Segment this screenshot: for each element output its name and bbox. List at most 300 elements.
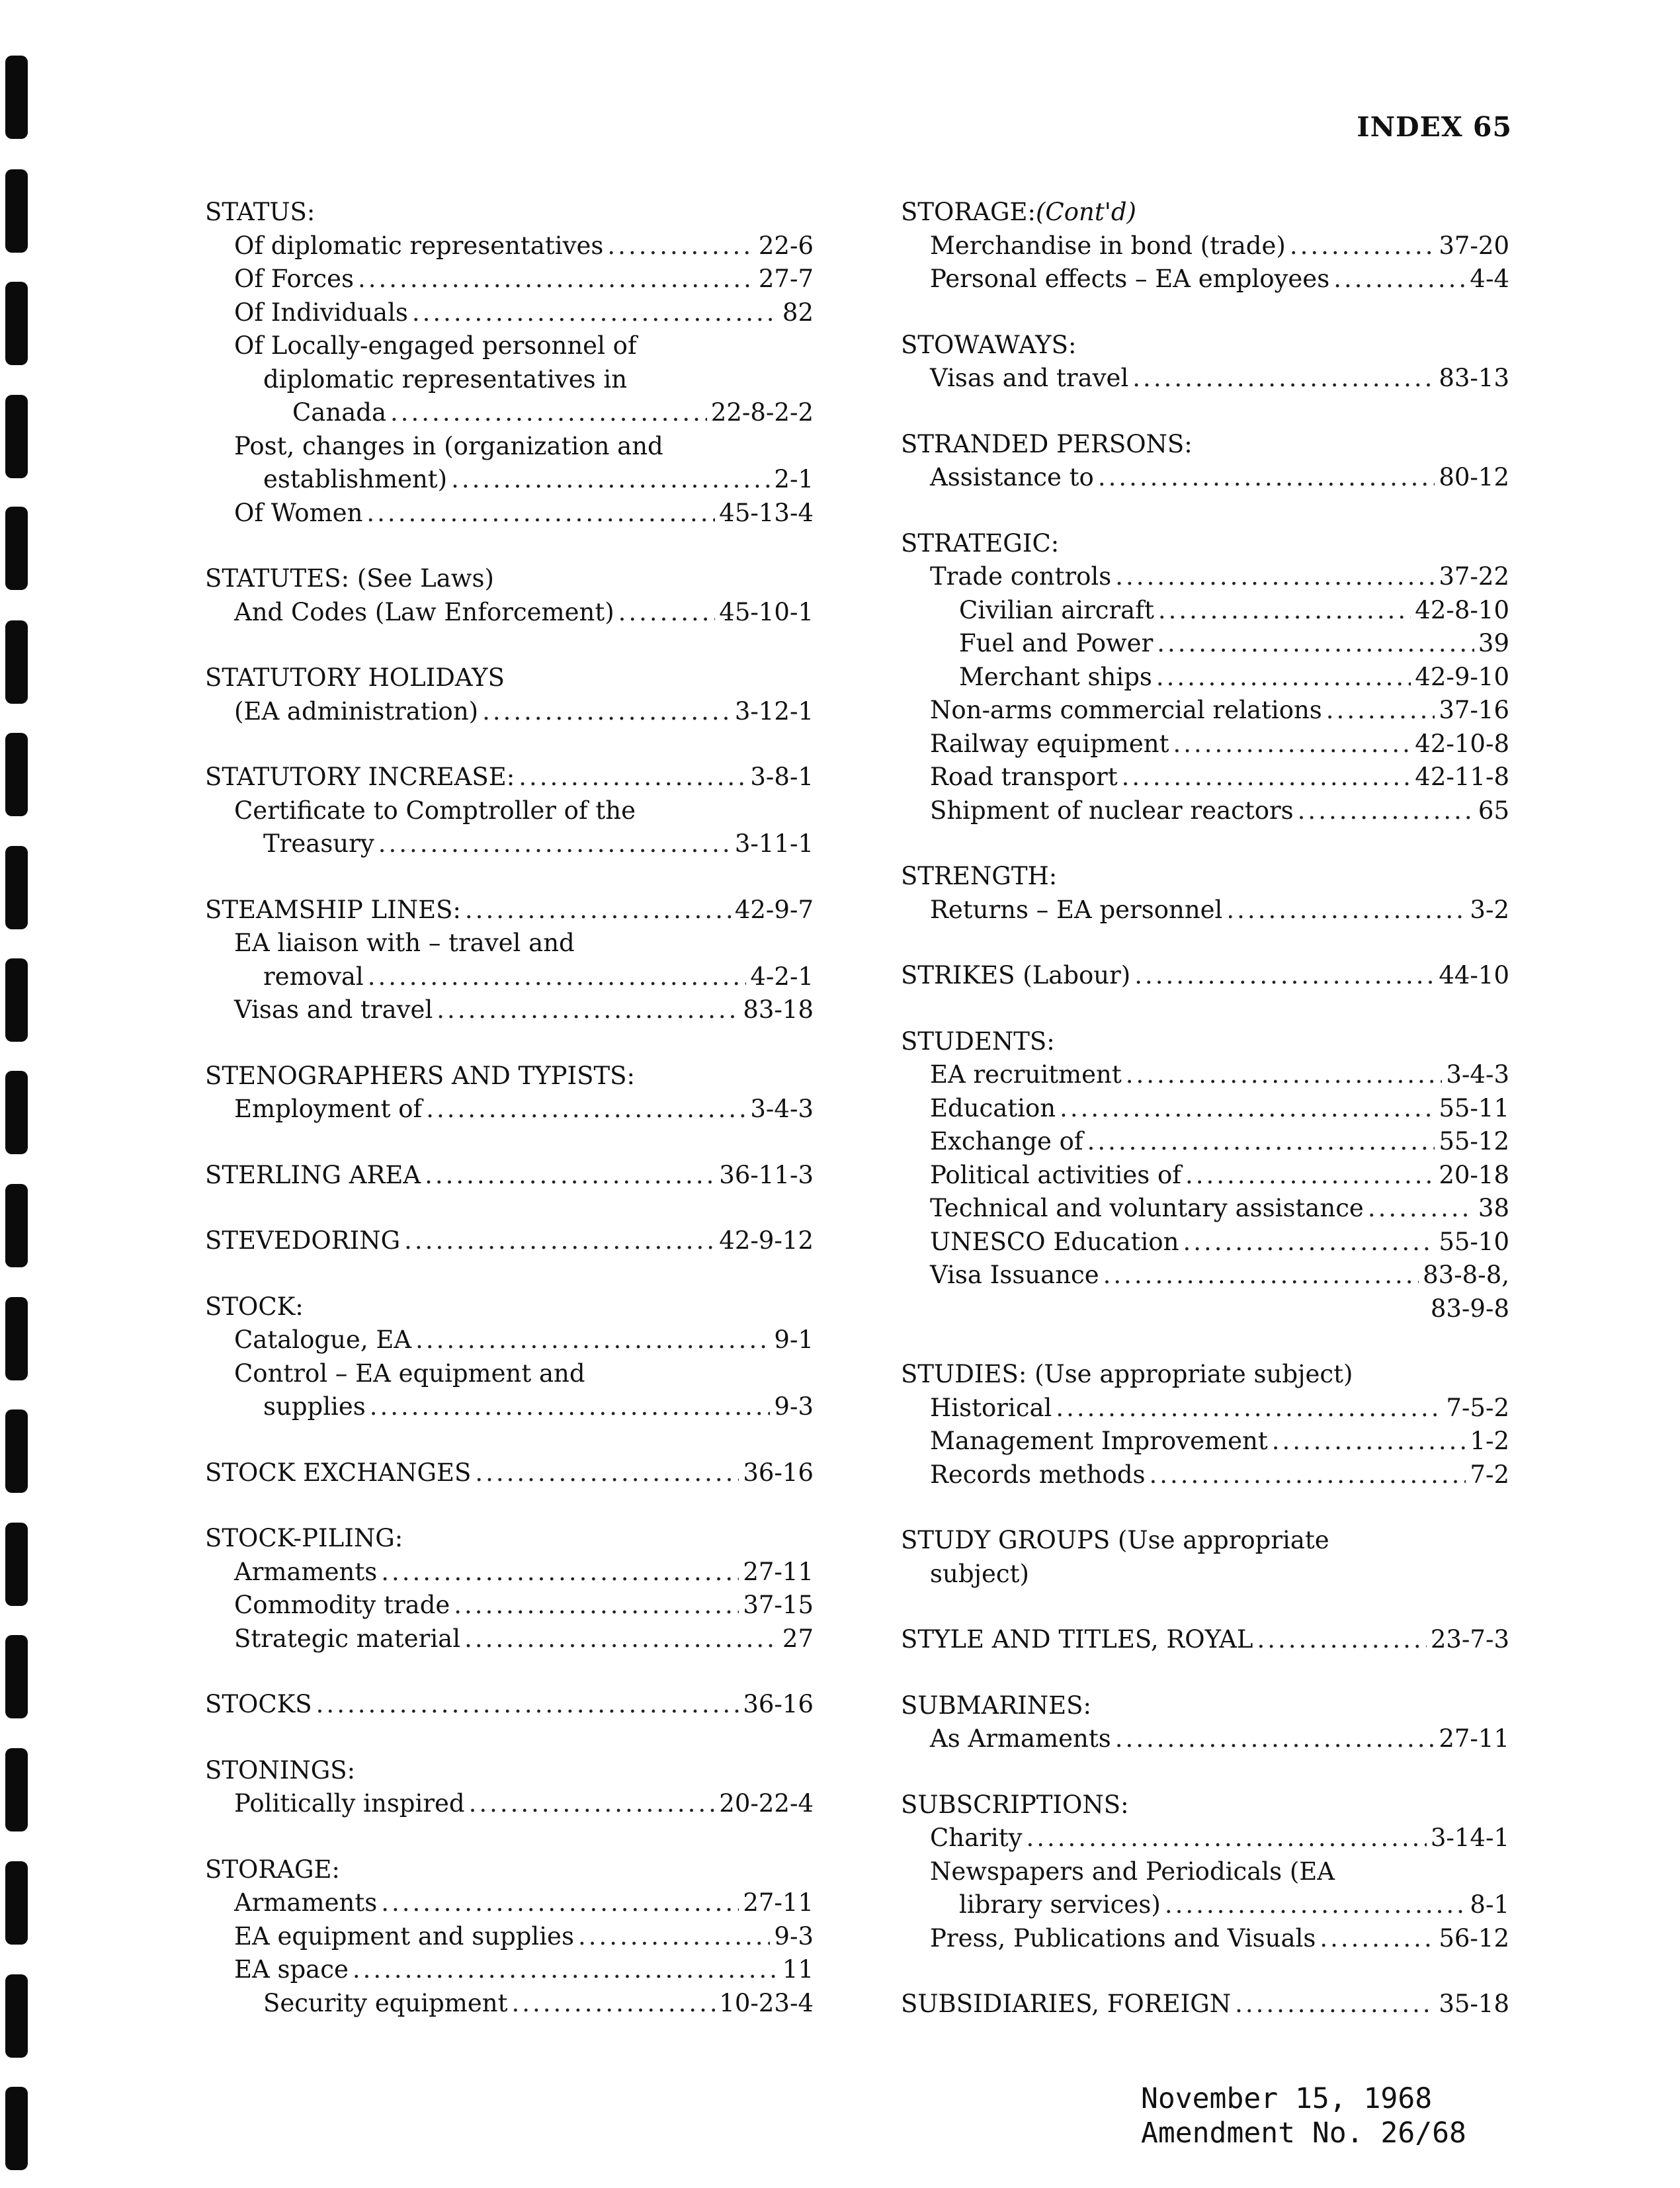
index-heading	[901, 1788, 1509, 1822]
dot-leader	[1158, 594, 1411, 628]
index-group	[205, 1224, 814, 1258]
dot-leader	[1098, 461, 1435, 495]
heading-text: STORAGE:	[901, 198, 1036, 226]
dot-leader	[1290, 230, 1435, 263]
entry-text: Of Forces	[234, 265, 355, 293]
index-group	[205, 894, 814, 1027]
page-reference: 83-9-8	[1430, 1294, 1509, 1323]
index-entry	[205, 329, 814, 363]
page-reference: 3-8-1	[750, 763, 814, 791]
page-reference: 42-9-12	[719, 1226, 814, 1255]
binder-hole	[5, 958, 28, 1042]
heading-text: STOCK-PILING:	[205, 1524, 403, 1552]
index-group	[901, 1788, 1509, 1956]
heading-text: STEAMSHIP LINES:	[205, 895, 461, 924]
page-reference: 7-2	[1470, 1460, 1509, 1489]
index-group	[205, 196, 814, 530]
page-reference: 44-10	[1439, 961, 1509, 989]
page-reference: 4-4	[1470, 265, 1509, 293]
dot-leader	[415, 1324, 770, 1357]
dot-leader	[1156, 661, 1411, 694]
entry-text: Security equipment	[263, 1988, 508, 2017]
page-reference: 37-22	[1439, 562, 1509, 591]
index-group	[205, 761, 814, 861]
index-group	[205, 661, 814, 728]
heading-continued-note: (Cont'd)	[1035, 198, 1136, 226]
dot-leader	[519, 761, 746, 794]
heading-text: STOCKS	[205, 1690, 312, 1718]
binder-hole	[5, 1748, 28, 1831]
dot-leader	[1157, 627, 1474, 661]
index-entry	[901, 1558, 1509, 1591]
dot-leader	[1320, 1922, 1435, 1956]
dot-leader	[353, 1953, 778, 1987]
dot-leader	[1185, 1159, 1435, 1193]
binder-hole	[5, 1861, 28, 1945]
dot-leader	[1183, 1226, 1435, 1259]
footer-date: November 15, 1968	[1141, 2082, 1433, 2115]
index-heading	[901, 1689, 1509, 1723]
index-heading	[205, 1853, 814, 1887]
entry-text: Employment of	[234, 1095, 423, 1123]
index-heading	[901, 428, 1509, 462]
index-entry	[901, 1259, 1509, 1292]
index-entry	[205, 695, 814, 729]
dot-leader	[1257, 1623, 1426, 1657]
index-heading	[205, 1754, 814, 1788]
dot-leader	[578, 1920, 770, 1954]
dot-leader	[454, 1589, 739, 1622]
index-entry	[901, 1888, 1509, 1922]
index-entry	[205, 1953, 814, 1987]
dot-leader	[1368, 1192, 1474, 1226]
heading-text: STRENGTH:	[901, 862, 1058, 890]
index-entry	[901, 661, 1509, 694]
index-entry	[205, 1324, 814, 1357]
page-reference: 42-9-7	[734, 895, 814, 924]
page-reference: 3-2	[1470, 895, 1509, 924]
dot-leader	[1087, 1125, 1435, 1159]
entry-text: Armaments	[234, 1557, 378, 1586]
index-group	[205, 562, 814, 629]
index-heading	[205, 1688, 814, 1722]
entry-text: Strategic material	[234, 1624, 461, 1653]
heading-text: STEVEDORING	[205, 1226, 401, 1255]
binder-hole	[5, 56, 28, 139]
index-entry	[901, 627, 1509, 661]
dot-leader	[1134, 959, 1435, 993]
index-entry	[205, 463, 814, 497]
entry-text: Of Locally-engaged personnel of	[234, 331, 637, 360]
index-entry	[205, 1920, 814, 1954]
dot-leader	[426, 1093, 746, 1126]
page-reference: 55-12	[1439, 1127, 1509, 1156]
page-reference: 4-2-1	[750, 962, 814, 991]
page-reference: 3-14-1	[1430, 1824, 1509, 1852]
index-entry	[901, 794, 1509, 828]
page-reference: 55-10	[1439, 1227, 1509, 1256]
index-heading	[205, 196, 814, 230]
index-entry	[205, 1589, 814, 1622]
dot-leader	[437, 993, 739, 1027]
page-reference: 3-4-3	[750, 1095, 814, 1123]
dot-leader	[381, 1556, 739, 1589]
entry-text: Fuel and Power	[959, 629, 1154, 657]
entry-text: Certificate to Comptroller of the	[234, 796, 636, 825]
index-heading	[901, 1988, 1509, 2021]
binder-hole	[5, 1297, 28, 1380]
index-entry	[205, 363, 814, 397]
index-heading	[901, 329, 1509, 362]
dot-leader	[1326, 694, 1435, 728]
dot-leader	[368, 960, 747, 994]
index-group	[901, 1524, 1509, 1591]
page-reference: 83-13	[1439, 364, 1509, 392]
dot-leader	[1056, 1392, 1442, 1425]
dot-leader	[366, 497, 715, 530]
index-group	[901, 1358, 1509, 1492]
page-reference: 27-11	[743, 1888, 814, 1917]
page-reference: 36-16	[743, 1458, 814, 1487]
page-reference: 23-7-3	[1430, 1625, 1509, 1654]
page-reference: 9-3	[774, 1921, 814, 1951]
entry-text: Merchant ships	[959, 662, 1152, 691]
heading-text: STATUTORY INCREASE:	[205, 763, 515, 791]
dot-leader	[381, 1886, 739, 1920]
entry-text: Trade controls	[930, 562, 1112, 591]
index-entry	[205, 927, 814, 960]
index-entry	[901, 1392, 1509, 1425]
dot-leader	[1115, 560, 1435, 594]
dot-leader	[451, 463, 770, 497]
index-entry	[205, 430, 814, 464]
page-reference: 36-11-3	[719, 1160, 814, 1189]
index-group	[205, 1060, 814, 1126]
index-entry	[901, 894, 1509, 927]
entry-text: Non-arms commercial relations	[930, 696, 1322, 724]
dot-leader	[1226, 894, 1466, 927]
heading-text: STOCK EXCHANGES	[205, 1458, 472, 1487]
index-entry	[205, 1556, 814, 1589]
index-entry	[901, 1425, 1509, 1458]
entry-text: Visa Issuance	[930, 1261, 1099, 1289]
page-reference: 42-9-10	[1415, 662, 1509, 691]
index-heading	[901, 1623, 1509, 1657]
binder-hole	[5, 1184, 28, 1267]
entry-text: Management Improvement	[930, 1427, 1268, 1455]
entry-text: supplies	[263, 1392, 366, 1421]
index-entry	[205, 230, 814, 263]
index-heading	[205, 1522, 814, 1556]
index-entry	[205, 993, 814, 1027]
entry-text: Assistance to	[930, 463, 1094, 491]
page-reference: 11	[782, 1955, 814, 1984]
index-entry	[901, 761, 1509, 794]
index-group	[205, 1522, 814, 1656]
page-reference: 65	[1478, 796, 1509, 825]
binder-hole	[5, 733, 28, 816]
index-column-left	[205, 196, 814, 2061]
dot-leader	[1115, 1722, 1435, 1756]
heading-text: STUDY GROUPS (Use appropriate	[901, 1526, 1329, 1554]
index-group	[205, 1853, 814, 2021]
entry-text: Newspapers and Periodicals (EA	[930, 1857, 1335, 1886]
index-heading	[901, 860, 1509, 894]
entry-text: Personal effects – EA employees	[930, 265, 1330, 293]
footer-amendment: Amendment No. 26/68	[1141, 2117, 1466, 2150]
index-entry	[205, 263, 814, 296]
page-reference: 3-4-3	[1446, 1060, 1509, 1089]
page-reference: 7-5-2	[1446, 1393, 1509, 1422]
dot-leader	[425, 1159, 715, 1193]
entry-text: Charity	[930, 1824, 1023, 1852]
entry-text: As Armaments	[930, 1724, 1111, 1753]
page-reference: 83-8-8,	[1423, 1261, 1509, 1289]
page-reference: 42-10-8	[1415, 729, 1509, 758]
dot-leader	[1235, 1988, 1435, 2021]
entry-text: Records methods	[930, 1460, 1146, 1489]
dot-leader	[469, 1787, 716, 1821]
page-reference: 9-3	[774, 1392, 814, 1421]
dot-leader	[482, 695, 731, 729]
heading-text: STUDIES: (Use appropriate subject)	[901, 1360, 1353, 1388]
page-reference: 80-12	[1439, 463, 1509, 491]
index-entry	[205, 1787, 814, 1821]
index-entry	[901, 1722, 1509, 1756]
heading-text: SUBMARINES:	[901, 1691, 1091, 1720]
dot-leader	[465, 894, 731, 927]
index-entry	[901, 230, 1509, 263]
entry-text: Visas and travel	[930, 364, 1129, 392]
dot-leader	[1272, 1425, 1466, 1458]
heading-text: STRANDED PERSONS:	[901, 429, 1193, 458]
index-group	[901, 1025, 1509, 1326]
dot-leader	[316, 1688, 739, 1722]
page-reference: 56-12	[1439, 1923, 1509, 1953]
page-reference: 27	[782, 1624, 814, 1653]
page-reference: 55-11	[1439, 1093, 1509, 1122]
page-reference: 37-15	[743, 1591, 814, 1619]
entry-text: establishment)	[263, 465, 448, 493]
index-entry	[901, 1855, 1509, 1889]
dot-leader	[607, 230, 754, 263]
heading-text: STOCK:	[205, 1292, 304, 1321]
binder-hole	[5, 507, 28, 590]
index-group	[901, 428, 1509, 495]
dot-leader	[370, 1390, 771, 1424]
entry-text: Press, Publications and Visuals	[930, 1923, 1316, 1953]
entry-text: EA liaison with – travel and	[234, 929, 575, 957]
entry-text: EA space	[234, 1955, 349, 1984]
dot-leader	[1298, 794, 1474, 828]
entry-text: library services)	[959, 1890, 1161, 1919]
page-reference: 1-2	[1470, 1427, 1509, 1455]
index-entry	[205, 1622, 814, 1656]
dot-leader	[475, 1456, 739, 1490]
heading-text: STENOGRAPHERS AND TYPISTS:	[205, 1061, 635, 1090]
entry-text: EA equipment and supplies	[234, 1921, 574, 1951]
index-heading	[205, 1456, 814, 1490]
entry-text: Post, changes in (organization and	[234, 431, 663, 460]
index-heading	[901, 1524, 1509, 1558]
heading-text: STONINGS:	[205, 1755, 356, 1785]
dot-leader	[412, 296, 778, 330]
dot-leader	[618, 596, 716, 630]
dot-leader	[404, 1224, 715, 1258]
page-reference: 20-18	[1439, 1160, 1509, 1189]
entry-text: Shipment of nuclear reactors	[930, 796, 1294, 825]
page-reference: 42-8-10	[1415, 595, 1509, 624]
page-reference: 36-16	[743, 1690, 814, 1718]
heading-text: STOWAWAYS:	[901, 330, 1077, 359]
entry-text: Of Individuals	[234, 298, 408, 327]
index-group	[901, 196, 1509, 296]
dot-leader	[1027, 1822, 1427, 1855]
index-entry	[205, 794, 814, 828]
index-entry	[901, 263, 1509, 296]
entry-text: Political activities of	[930, 1160, 1181, 1189]
entry-text: Civilian aircraft	[959, 595, 1154, 624]
index-group	[901, 1623, 1509, 1657]
index-entry	[901, 1822, 1509, 1855]
binder-hole	[5, 1071, 28, 1154]
dot-leader	[358, 263, 755, 296]
entry-text: Politically inspired	[234, 1789, 465, 1818]
page-reference: 83-18	[743, 995, 814, 1024]
index-entry	[205, 497, 814, 530]
index-entry	[901, 728, 1509, 761]
index-heading	[901, 1358, 1509, 1392]
entry-text: And Codes (Law Enforcement)	[234, 597, 614, 626]
index-entry	[901, 1192, 1509, 1226]
entry-text: Commodity trade	[234, 1591, 450, 1619]
index-group	[205, 1290, 814, 1424]
page-reference: 10-23-4	[719, 1988, 814, 2017]
binder-hole	[5, 1410, 28, 1493]
binder-hole	[5, 1523, 28, 1606]
binder-hole	[5, 1635, 28, 1718]
index-heading	[205, 562, 814, 596]
binder-hole	[5, 1974, 28, 2058]
index-entry	[901, 1226, 1509, 1259]
index-entry	[901, 694, 1509, 728]
index-group	[901, 1988, 1509, 2021]
index-entry	[205, 1390, 814, 1424]
index-entry	[901, 1922, 1509, 1956]
page-reference: 27-11	[743, 1557, 814, 1586]
entry-text: UNESCO Education	[930, 1227, 1179, 1256]
entry-text: Historical	[930, 1393, 1052, 1422]
index-entry	[901, 1159, 1509, 1193]
page-reference: 35-18	[1439, 1990, 1509, 2018]
page-reference: 22-8-2-2	[710, 398, 814, 427]
index-group	[901, 1689, 1509, 1756]
index-entry	[901, 1058, 1509, 1092]
page-reference: 22-6	[758, 231, 814, 260]
index-group	[205, 1688, 814, 1722]
page-reference: 2-1	[774, 465, 814, 493]
dot-leader	[464, 1622, 778, 1656]
page-reference: 20-22-4	[719, 1789, 814, 1818]
entry-text: Merchandise in bond (trade)	[930, 231, 1286, 260]
entry-text: (EA administration)	[234, 696, 479, 726]
entry-text: Armaments	[234, 1888, 378, 1917]
page-reference: 37-16	[1439, 696, 1509, 724]
heading-text: STATUTORY HOLIDAYS	[205, 663, 505, 692]
index-entry	[901, 1092, 1509, 1126]
dot-leader	[378, 827, 731, 861]
binder-hole	[5, 282, 28, 365]
page-reference: 82	[782, 298, 814, 327]
index-heading	[901, 959, 1509, 993]
heading-text: STERLING AREA	[205, 1160, 421, 1189]
binder-hole	[5, 846, 28, 929]
heading-text: STORAGE:	[205, 1855, 340, 1884]
entry-text: Canada	[292, 398, 387, 427]
index-entry	[205, 396, 814, 430]
index-column-right	[901, 196, 1509, 2061]
page-reference: 8-1	[1470, 1890, 1509, 1919]
page-reference: 37-20	[1439, 231, 1509, 260]
page-header: INDEX 65	[1357, 111, 1512, 143]
binder-hole	[5, 395, 28, 478]
entry-text: diplomatic representatives in	[263, 364, 628, 394]
index-heading	[205, 1159, 814, 1193]
page-reference: 45-13-4	[719, 498, 814, 527]
index-heading	[205, 661, 814, 695]
index-entry	[205, 1886, 814, 1920]
page-reference: 39	[1478, 629, 1509, 657]
entry-text: Control – EA equipment and	[234, 1359, 585, 1388]
index-heading	[205, 1290, 814, 1324]
index-entry-continued	[901, 1292, 1509, 1326]
dot-leader	[1165, 1888, 1466, 1922]
index-heading	[205, 761, 814, 794]
entry-text: EA recruitment	[930, 1060, 1122, 1089]
index-heading	[901, 1025, 1509, 1059]
index-entry	[205, 827, 814, 861]
index-entry	[901, 560, 1509, 594]
index-entry	[901, 362, 1509, 396]
index-entry	[205, 1357, 814, 1391]
heading-text: STATUS:	[205, 198, 315, 226]
index-group	[901, 329, 1509, 396]
dot-leader	[511, 1987, 715, 2021]
binder-hole	[5, 169, 28, 253]
index-entry	[205, 296, 814, 330]
index-entry	[901, 594, 1509, 628]
index-group	[901, 959, 1509, 993]
dot-leader	[1333, 263, 1466, 296]
heading-text: STRATEGIC:	[901, 528, 1060, 558]
index-entry	[205, 1987, 814, 2021]
page-footer	[1141, 2082, 1466, 2150]
entry-text: subject)	[930, 1559, 1029, 1588]
dot-leader	[1126, 1058, 1443, 1092]
entry-text: Education	[930, 1093, 1056, 1122]
index-group	[901, 860, 1509, 927]
heading-text: STATUTES: (See Laws)	[205, 564, 494, 593]
heading-text: SUBSCRIPTIONS:	[901, 1790, 1129, 1819]
index-entry	[901, 1458, 1509, 1492]
binder-hole	[5, 2087, 28, 2170]
index-heading	[205, 1224, 814, 1258]
entry-text: Visas and travel	[234, 995, 433, 1024]
entry-text: Technical and voluntary assistance	[930, 1194, 1364, 1222]
page-reference: 9-1	[774, 1325, 814, 1354]
dot-leader	[1150, 1458, 1466, 1492]
page-reference: 45-10-1	[719, 597, 814, 626]
